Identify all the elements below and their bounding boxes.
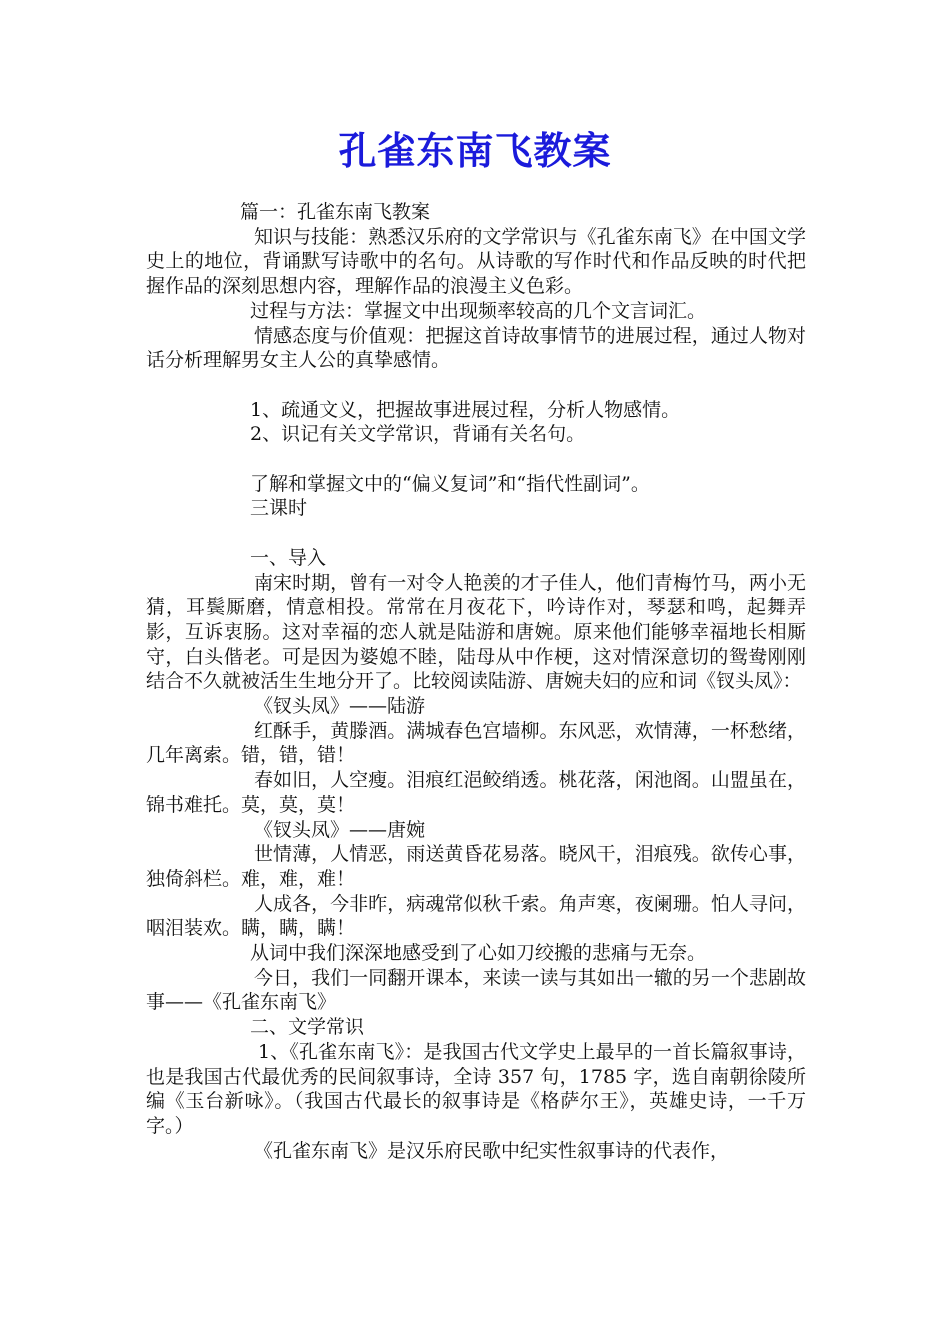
heading-introduction: 一、导入 <box>250 546 327 569</box>
objective-knowledge: 知识与技能：熟悉汉乐府的文学常识与《孔雀东南飞》在中国文学史上的地位，背诵默写诗歌中的名句。从诗歌的写作时代和作品反映的时代把握作品的深刻思想内容，理解作品的浪漫主义色彩。 <box>146 225 806 298</box>
poem-stanza: 红酥手，黄滕酒。满城春色宫墙柳。东风恶，欢情薄，一杯愁绪，几年离索。错，错，错！ <box>146 719 806 767</box>
document-body <box>146 200 806 1163</box>
objective-emotion: 情感态度与价值观：把握这首诗故事情节的进展过程，通过人物对话分析理解男女主人公的真挚感情。 <box>146 324 806 372</box>
heading-literary-knowledge: 二、文学常识 <box>250 1016 365 1039</box>
spacer <box>146 373 806 398</box>
poem-title-tang-wan: 《钗头凤》——唐婉 <box>254 818 426 841</box>
poem-stanza: 世情薄，人情恶，雨送黄昏花易落。晓风干，泪痕残。欲传心事，独倚斜栏。难，难，难！ <box>146 843 806 890</box>
intro-paragraph: 南宋时期，曾有一对令人艳羡的才子佳人，他们青梅竹马，两小无猜，耳鬓厮磨，情意相投。常常在月夜花下，吟诗作对，琴瑟和鸣，起舞弄影，互诉衷肠。这对幸福的恋人就是陆游和唐婉。原来他们能够幸福地长相厮守，白头偕老。可是因为婆媳不睦，陆母从中作梗，这对情深意切的鸳鸯刚刚结合不久就被活生生地分开了。比较阅读陆游、唐婉夫妇的应和词《钗头凤》： <box>146 571 806 693</box>
poem-title-lu-you: 《钗头凤》——陆游 <box>254 695 426 718</box>
objective-process: 过程与方法：掌握文中出现频率较高的几个文言词汇。 <box>250 299 707 322</box>
reflection-paragraph: 从词中我们深深地感受到了心如刀绞搬的悲痛与无奈。 <box>250 942 707 965</box>
poem-stanza: 人成各，今非昨，病魂常似秋千索。角声寒，夜阑珊。怕人寻问，咽泪装欢。瞒，瞒，瞒！ <box>146 892 806 940</box>
document-title: 孔雀东南飞教案 <box>338 129 612 173</box>
class-hours: 三课时 <box>250 497 308 520</box>
literary-fact-2: 《孔雀东南飞》是汉乐府民歌中纪实性叙事诗的代表作， <box>254 1139 730 1162</box>
section-heading: 篇一：孔雀东南飞教案 <box>240 201 431 223</box>
literary-fact-1: 1、《孔雀东南飞》：是我国古代文学史上最早的一首长篇叙事诗，也是我国古代最优秀的民间叙事诗，全诗 357 句，1785 字，选自南朝徐陵所编《玉台新咏》。（我国古代最长的叙事诗是《格萨尔王》，英雄史诗，一千万字。） <box>146 1040 806 1137</box>
key-point-1: 1、疏通文义，把握故事进展过程，分析人物感情。 <box>250 398 681 421</box>
spacer <box>146 521 806 546</box>
key-point-2: 2、识记有关文学常识，背诵有关名句。 <box>250 423 586 446</box>
spacer <box>146 447 806 472</box>
poem-stanza: 春如旧，人空瘦。泪痕红浥鲛绡透。桃花落，闲池阁。山盟虽在，锦书难托。莫，莫，莫！ <box>146 769 806 816</box>
transition-paragraph: 今日，我们一同翻开课本，来读一读与其如出一辙的另一个悲剧故事——《孔雀东南飞》 <box>146 966 806 1014</box>
difficulty: 了解和掌握文中的“偏义复词”和“指代性副词”。 <box>250 472 650 495</box>
